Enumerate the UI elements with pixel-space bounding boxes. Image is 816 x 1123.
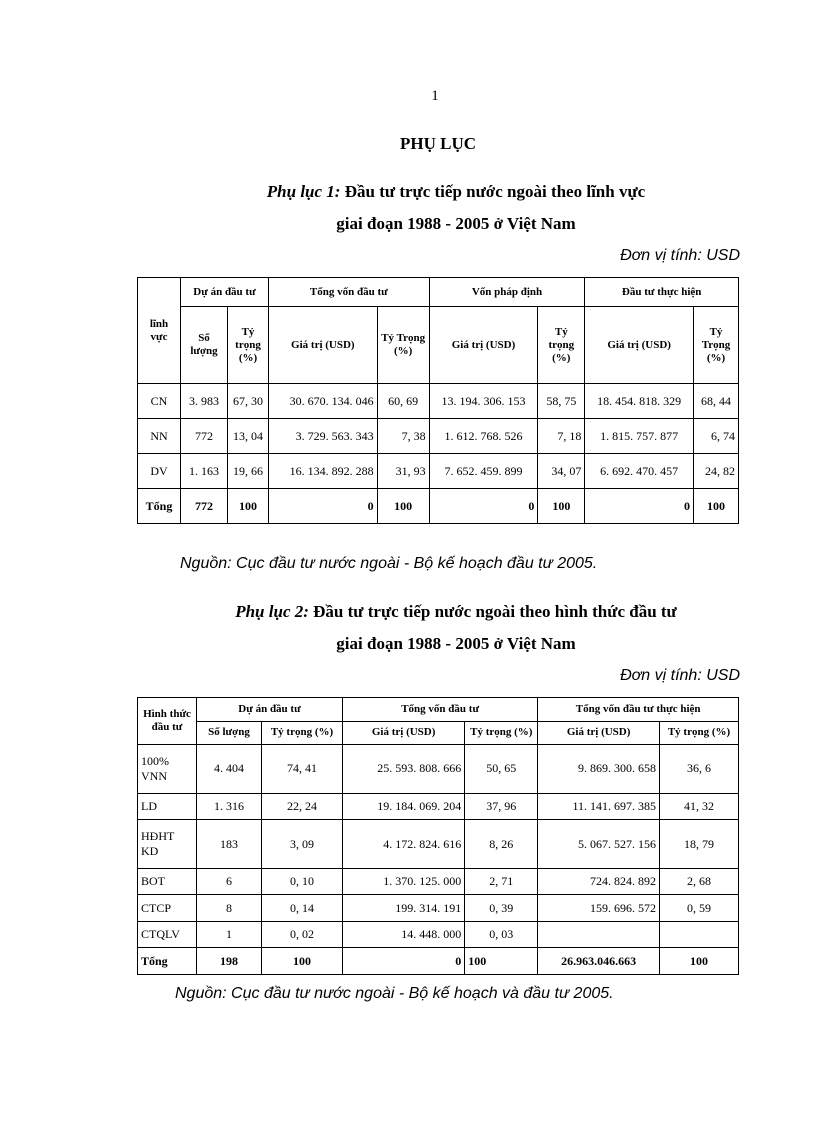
cell-form: 100% VNN <box>138 745 197 794</box>
header-count: Số lượng <box>181 307 228 384</box>
cell-field: NN <box>138 419 181 454</box>
cell-impl: 9. 869. 300. 658 <box>538 745 660 794</box>
cell-count: 8 <box>197 895 262 922</box>
cell-form: CTQLV <box>138 921 197 948</box>
appendix1-source: Nguồn: Cục đầu tư nước ngoài - Bộ kế hoạch đầu tư 2005. <box>180 555 598 572</box>
header-projects: Dự án đầu tư <box>197 698 343 722</box>
cell-impl-share: 68, 44 <box>694 384 739 419</box>
table-row <box>138 820 739 869</box>
cell-legal: 7. 652. 459. 899 <box>429 454 538 489</box>
cell-impl <box>538 921 660 948</box>
table-row <box>138 895 739 922</box>
header-legal-share: Tỷ trọng (%) <box>538 307 585 384</box>
cell-impl-share: 100 <box>694 489 739 524</box>
cell-total-share: 0, 39 <box>465 895 538 922</box>
cell-legal-share: 100 <box>538 489 585 524</box>
cell-total: 25. 593. 808. 666 <box>343 745 465 794</box>
header-impl-share: Tỷ trọng (%) <box>660 721 739 745</box>
cell-total: 0 <box>269 489 378 524</box>
cell-impl-share: 36, 6 <box>660 745 739 794</box>
cell-total-share: 100 <box>465 948 538 975</box>
cell-impl: 11. 141. 697. 385 <box>538 793 660 820</box>
cell-count: 1. 163 <box>181 454 228 489</box>
cell-impl: 5. 067. 527. 156 <box>538 820 660 869</box>
appendix2-source: Nguồn: Cục đầu tư nước ngoài - Bộ kế hoạch và đầu tư 2005. <box>175 985 614 1002</box>
cell-impl: 18. 454. 818. 329 <box>585 384 694 419</box>
cell-impl-share: 18, 79 <box>660 820 739 869</box>
cell-impl-share: 0, 59 <box>660 895 739 922</box>
appendix1-table <box>137 277 739 524</box>
appendix1-title-line2: giai đoạn 1988 - 2005 ở Việt Nam <box>336 214 576 233</box>
appendix1-unit: Đơn vị tính: USD <box>620 247 740 264</box>
header-impl-share: Tỷ Trọng (%) <box>694 307 739 384</box>
cell-count: 198 <box>197 948 262 975</box>
header-impl-value: Giá trị (USD) <box>538 721 660 745</box>
table-total-row <box>138 948 739 975</box>
cell-count: 3. 983 <box>181 384 228 419</box>
cell-impl: 6. 692. 470. 457 <box>585 454 694 489</box>
cell-count-share: 22, 24 <box>262 793 343 820</box>
cell-total: 19. 184. 069. 204 <box>343 793 465 820</box>
header-total-capital: Tổng vốn đầu tư <box>269 278 430 307</box>
cell-count-share: 0, 14 <box>262 895 343 922</box>
cell-total: 1. 370. 125. 000 <box>343 868 465 895</box>
cell-count-share: 100 <box>262 948 343 975</box>
cell-total: 16. 134. 892. 288 <box>269 454 378 489</box>
cell-form: LD <box>138 793 197 820</box>
cell-total: 0 <box>343 948 465 975</box>
cell-total-share: 8, 26 <box>465 820 538 869</box>
table-row <box>138 419 739 454</box>
cell-count-share: 67, 30 <box>228 384 269 419</box>
page-heading: PHỤ LỤC <box>399 134 477 153</box>
cell-count-share: 74, 41 <box>262 745 343 794</box>
cell-total: 4. 172. 824. 616 <box>343 820 465 869</box>
page-number: 1 <box>431 88 439 104</box>
appendix2-title <box>0 596 816 628</box>
table-row <box>138 454 739 489</box>
table-row <box>138 868 739 895</box>
cell-total-share: 37, 96 <box>465 793 538 820</box>
cell-count-share: 0, 02 <box>262 921 343 948</box>
cell-count: 4. 404 <box>197 745 262 794</box>
header-legal-value: Giá trị (USD) <box>429 307 538 384</box>
cell-count: 1. 316 <box>197 793 262 820</box>
cell-count-share: 0, 10 <box>262 868 343 895</box>
cell-legal-share: 34, 07 <box>538 454 585 489</box>
cell-impl: 1. 815. 757. 877 <box>585 419 694 454</box>
cell-total-share: 31, 93 <box>377 454 429 489</box>
appendix1-title-text: Đầu tư trực tiếp nước ngoài theo lĩnh vực <box>340 182 646 201</box>
appendix2-unit: Đơn vị tính: USD <box>620 667 740 684</box>
appendix2-title-text: Đầu tư trực tiếp nước ngoài theo hình thức đầu tư <box>308 602 677 621</box>
header-implemented: Đầu tư thực hiện <box>585 278 739 307</box>
cell-count-share: 13, 04 <box>228 419 269 454</box>
header-share: Tỷ trọng (%) <box>228 307 269 384</box>
cell-count: 6 <box>197 868 262 895</box>
cell-total-share: 100 <box>377 489 429 524</box>
header-field: lĩnh vực <box>138 278 181 384</box>
cell-form: Tổng <box>138 948 197 975</box>
table-row <box>138 793 739 820</box>
cell-form: BOT <box>138 868 197 895</box>
table-row <box>138 384 739 419</box>
header-total-value: Giá trị (USD) <box>269 307 378 384</box>
cell-legal: 13. 194. 306. 153 <box>429 384 538 419</box>
appendix2-table <box>137 697 739 975</box>
header-projects: Dự án đầu tư <box>181 278 269 307</box>
cell-form: HĐHT KD <box>138 820 197 869</box>
cell-impl: 0 <box>585 489 694 524</box>
header-total-share: Tỷ Trọng (%) <box>377 307 429 384</box>
cell-impl-share: 24, 82 <box>694 454 739 489</box>
header-total-value: Giá trị (USD) <box>343 721 465 745</box>
cell-total-share: 7, 38 <box>377 419 429 454</box>
cell-total: 3. 729. 563. 343 <box>269 419 378 454</box>
cell-count-share: 19, 66 <box>228 454 269 489</box>
appendix2-title-line2: giai đoạn 1988 - 2005 ở Việt Nam <box>336 634 576 653</box>
cell-impl-share: 41, 32 <box>660 793 739 820</box>
cell-total-share: 50, 65 <box>465 745 538 794</box>
cell-legal-share: 58, 75 <box>538 384 585 419</box>
appendix1-title-label: Phụ lục 1: <box>266 182 341 201</box>
header-total-share: Tỷ trọng (%) <box>465 721 538 745</box>
cell-impl: 26.963.046.663 <box>538 948 660 975</box>
header-total-capital: Tổng vốn đầu tư <box>343 698 538 722</box>
cell-impl: 159. 696. 572 <box>538 895 660 922</box>
header-legal-capital: Vốn pháp định <box>429 278 585 307</box>
cell-count: 1 <box>197 921 262 948</box>
cell-total-share: 2, 71 <box>465 868 538 895</box>
cell-total-share: 60, 69 <box>377 384 429 419</box>
cell-impl-share: 2, 68 <box>660 868 739 895</box>
appendix2-title-label: Phụ lục 2: <box>235 602 309 621</box>
appendix1-title <box>0 176 816 208</box>
cell-impl-share <box>660 921 739 948</box>
header-form: Hình thức đầu tư <box>138 698 197 745</box>
cell-total-share: 0, 03 <box>465 921 538 948</box>
cell-total: 14. 448. 000 <box>343 921 465 948</box>
cell-impl-share: 100 <box>660 948 739 975</box>
cell-count: 772 <box>181 489 228 524</box>
cell-impl: 724. 824. 892 <box>538 868 660 895</box>
cell-count: 772 <box>181 419 228 454</box>
cell-total: 30. 670. 134. 046 <box>269 384 378 419</box>
cell-legal: 0 <box>429 489 538 524</box>
header-count: Số lượng <box>197 721 262 745</box>
cell-form: CTCP <box>138 895 197 922</box>
header-impl-value: Giá trị (USD) <box>585 307 694 384</box>
cell-field: DV <box>138 454 181 489</box>
table-row <box>138 921 739 948</box>
cell-count: 183 <box>197 820 262 869</box>
cell-field: Tổng <box>138 489 181 524</box>
cell-count-share: 100 <box>228 489 269 524</box>
cell-legal: 1. 612. 768. 526 <box>429 419 538 454</box>
cell-field: CN <box>138 384 181 419</box>
table-total-row <box>138 489 739 524</box>
table-row <box>138 745 739 794</box>
cell-legal-share: 7, 18 <box>538 419 585 454</box>
header-implemented: Tổng vốn đầu tư thực hiện <box>538 698 739 722</box>
cell-impl-share: 6, 74 <box>694 419 739 454</box>
header-share: Tỷ trọng (%) <box>262 721 343 745</box>
cell-total: 199. 314. 191 <box>343 895 465 922</box>
cell-count-share: 3, 09 <box>262 820 343 869</box>
